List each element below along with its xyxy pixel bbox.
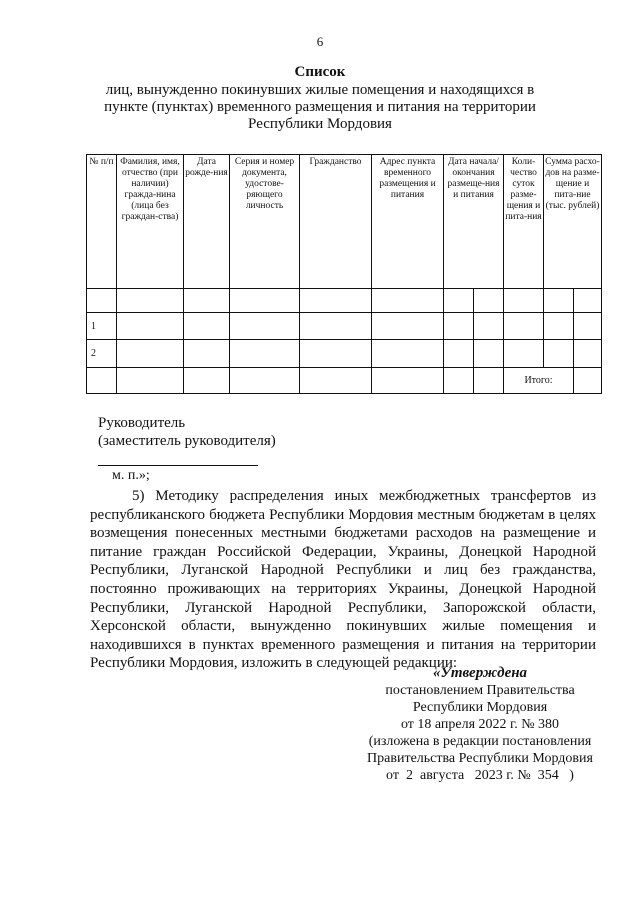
table-row	[87, 313, 602, 340]
approval-line: Республики Мордовия	[412, 700, 548, 715]
header-cell-document: Серия и номер документа, удостове-ряющего личность	[230, 155, 300, 289]
stamp-label: м. п.»;	[112, 468, 150, 483]
signature-title: Руководитель	[98, 415, 186, 431]
header-cell-dates: Дата начала/ окончания размеще-ния и питания	[444, 155, 504, 289]
approval-line: постановлением Правительства	[385, 683, 575, 698]
header-cell-amount: Сумма расхо-дов на разме-щение и пита-ние (тыс. рублей)	[544, 155, 602, 289]
page-number: 6	[316, 34, 324, 49]
total-label: Итого:	[504, 368, 574, 394]
table-total-row	[87, 368, 602, 394]
header-cell-fullname: Фамилия, имя, отчество (при наличии) гражда-нина (лица без граждан-ства)	[117, 155, 184, 289]
header-cell-birthdate: Дата рожде-ния	[184, 155, 230, 289]
header-cell-days: Коли-чество суток разме-щения и пита-ния	[504, 155, 544, 289]
approval-line: от 2 августа 2023 г. № 354 )	[386, 768, 574, 783]
list-title: Список	[294, 64, 346, 80]
approval-line: от 18 апреля 2022 г. № 380	[400, 717, 560, 732]
header-cell-address: Адрес пункта временного размещения и питания	[372, 155, 444, 289]
approval-line: (изложена в редакции постановления	[368, 734, 592, 749]
persons-table	[86, 154, 602, 394]
signature-line	[98, 465, 258, 466]
approval-line: Правительства Республики Мордовия	[367, 751, 593, 766]
table-row	[87, 289, 602, 313]
approval-heading: «Утверждена	[432, 665, 528, 681]
row-number: 2	[87, 340, 117, 368]
signature-block	[98, 414, 276, 450]
row-number: 1	[87, 313, 117, 340]
header-cell-number: № п/п	[87, 155, 117, 289]
header-cell-citizenship: Гражданство	[300, 155, 372, 289]
approval-block	[330, 665, 630, 784]
methodology-paragraph	[90, 487, 596, 673]
table-row	[87, 340, 602, 368]
signature-deputy: (заместитель руководителя)	[98, 433, 276, 449]
paragraph-text: 5) Методику распределения иных межбюджетных трансфертов из республиканского бюджета Республики Мордовия местным бюджетам в целях возмещения понесенных местными бюджетами расходов на размещение и питание граждан Российской Федерации, Украины, Донецкой Народной Республики, Луганской Народной Республики и лиц без гражданства, постоянно проживающих на территориях Украины, Донецкой Народной Республики, Луганской Народной Республики, Запорожской области, Херсонской области, вынужденно покинувших жилые помещения и находившихся в пунктах временного размещения и питания на территории Республики Мордовия, изложить в следующей редакции:	[90, 488, 596, 672]
list-subtitle: лиц, вынужденно покинувших жилые помещения и находящихся в пункте (пунктах) временного размещения и питания на территории Республики Мордовия	[104, 82, 536, 132]
